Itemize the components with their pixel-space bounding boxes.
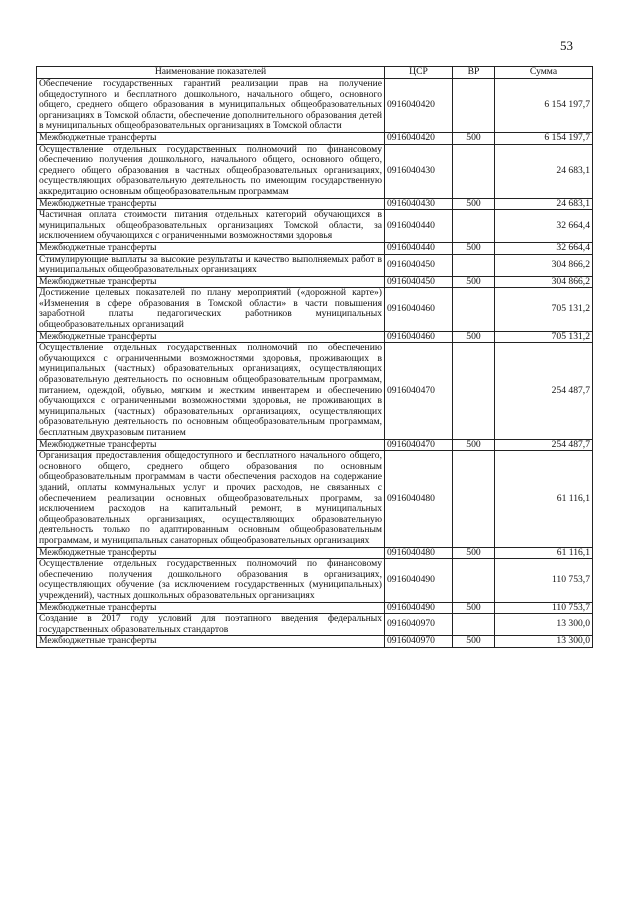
table-row [37, 198, 593, 210]
row-csr-cell: 0916040440 [385, 242, 453, 254]
row-sum-cell: 254 487,7 [495, 343, 593, 439]
row-name-cell: Межбюджетные трансферты [37, 547, 385, 559]
row-vr-cell [453, 144, 495, 198]
row-name-cell: Обеспечение государственных гарантий реализации прав на получение общедоступного и бесплатного дошкольного, начального общего, основного общего, среднего общего образования в муниципальных общеобразовательных организациях в Томской области, обеспечение дополнительного образования детей в муниципальных общеобразовательных организациях в Томской области [37, 79, 385, 133]
row-vr-cell: 500 [453, 331, 495, 343]
row-sum-cell: 24 683,1 [495, 144, 593, 198]
row-vr-cell [453, 288, 495, 331]
table-row [37, 602, 593, 614]
row-vr-cell: 500 [453, 198, 495, 210]
row-name-cell: Межбюджетные трансферты [37, 331, 385, 343]
row-vr-cell: 500 [453, 547, 495, 559]
row-sum-cell: 6 154 197,7 [495, 132, 593, 144]
page-number: 53 [560, 38, 573, 53]
row-name-cell: Межбюджетные трансферты [37, 132, 385, 144]
row-name-cell: Межбюджетные трансферты [37, 198, 385, 210]
row-csr-cell: 0916040490 [385, 602, 453, 614]
row-vr-cell: 500 [453, 602, 495, 614]
row-sum-cell: 61 116,1 [495, 451, 593, 547]
row-sum-cell: 110 753,7 [495, 559, 593, 602]
row-sum-cell: 13 300,0 [495, 614, 593, 636]
row-csr-cell: 0916040460 [385, 288, 453, 331]
row-sum-cell: 24 683,1 [495, 198, 593, 210]
row-csr-cell: 0916040420 [385, 79, 453, 133]
row-sum-cell: 6 154 197,7 [495, 79, 593, 133]
row-name-cell: Частичная оплата стоимости питания отдельных категорий обучающихся в муниципальных общеобразовательных организациях Томской области, за исключением обучающихся с ограниченными возможностями здоровья [37, 210, 385, 243]
row-csr-cell: 0916040480 [385, 451, 453, 547]
row-csr-cell: 0916040430 [385, 144, 453, 198]
row-sum-cell: 304 866,2 [495, 276, 593, 288]
row-csr-cell: 0916040470 [385, 439, 453, 451]
row-vr-cell: 500 [453, 132, 495, 144]
table-row [37, 343, 593, 439]
row-sum-cell: 254 487,7 [495, 439, 593, 451]
row-name-cell: Осуществление отдельных государственных полномочий по финансовому обеспечению получения дошкольного, начального общего, основного общего, среднего общего образования в частных общеобразовательных организациях, осуществляющих образовательную деятельность по имеющим государственную аккредитацию основным общеобразовательным программам [37, 144, 385, 198]
budget-table [36, 66, 593, 648]
row-sum-cell: 13 300,0 [495, 636, 593, 648]
table-row [37, 242, 593, 254]
row-name-cell: Достижение целевых показателей по плану мероприятий («дорожной карте») «Изменения в сфере образования в Томской области» в части повышения заработной платы педагогических работников муниципальных общеобразовательных организаций [37, 288, 385, 331]
table-row [37, 547, 593, 559]
table-row [37, 210, 593, 243]
row-vr-cell: 500 [453, 439, 495, 451]
row-name-cell: Стимулирующие выплаты за высокие результаты и качество выполняемых работ в муниципальных общеобразовательных организациях [37, 254, 385, 276]
row-sum-cell: 705 131,2 [495, 331, 593, 343]
row-sum-cell: 32 664,4 [495, 242, 593, 254]
table-header-row [37, 67, 593, 79]
row-name-cell: Осуществление отдельных государственных полномочий по обеспечению обучающихся с ограниченными возможностями здоровья, проживающих в муниципальных (частных) образовательных организациях, осуществляющих образовательную деятельность по основным общеобразовательным программам, питанием, одеждой, обувью, мягким и жестким инвентарем и обеспечению обучающихся с ограниченными возможностями здоровья, не проживающих в муниципальных (частных) образовательных организациях, осуществляющих образовательную деятельность по основным общеобразовательным программам, бесплатным двухразовым питанием [37, 343, 385, 439]
row-sum-cell: 705 131,2 [495, 288, 593, 331]
header-csr: ЦСР [385, 67, 453, 79]
row-csr-cell: 0916040480 [385, 547, 453, 559]
header-sum: Сумма [495, 67, 593, 79]
table-row [37, 254, 593, 276]
table-row [37, 144, 593, 198]
row-vr-cell [453, 343, 495, 439]
row-name-cell: Осуществление отдельных государственных полномочий по финансовому обеспечению получения дошкольного образования в организациях, осуществляющих обучение (за исключением государственных (муниципальных) учреждений), частных дошкольных образовательных организациях [37, 559, 385, 602]
row-name-cell: Межбюджетные трансферты [37, 602, 385, 614]
row-vr-cell: 500 [453, 636, 495, 648]
table-row [37, 439, 593, 451]
table-row [37, 331, 593, 343]
row-sum-cell: 32 664,4 [495, 210, 593, 243]
row-csr-cell: 0916040450 [385, 276, 453, 288]
table-row [37, 79, 593, 133]
table-row [37, 132, 593, 144]
row-name-cell: Создание в 2017 году условий для поэтапного введения федеральных государственных образовательных стандартов [37, 614, 385, 636]
row-vr-cell: 500 [453, 276, 495, 288]
table-row [37, 559, 593, 602]
row-name-cell: Межбюджетные трансферты [37, 439, 385, 451]
row-vr-cell [453, 451, 495, 547]
row-csr-cell: 0916040460 [385, 331, 453, 343]
row-csr-cell: 0916040440 [385, 210, 453, 243]
table-row [37, 451, 593, 547]
row-csr-cell: 0916040420 [385, 132, 453, 144]
row-vr-cell [453, 559, 495, 602]
row-vr-cell [453, 614, 495, 636]
row-csr-cell: 0916040970 [385, 636, 453, 648]
row-csr-cell: 0916040430 [385, 198, 453, 210]
row-name-cell: Межбюджетные трансферты [37, 276, 385, 288]
table-row [37, 276, 593, 288]
row-name-cell: Межбюджетные трансферты [37, 636, 385, 648]
row-sum-cell: 110 753,7 [495, 602, 593, 614]
row-sum-cell: 61 116,1 [495, 547, 593, 559]
row-name-cell: Организация предоставления общедоступного и бесплатного начального общего, основного общего, среднего общего образования по основным общеобразовательным программам в части обеспечения расходов на содержание зданий, оплаты коммунальных услуг и прочих расходов, не связанных с обеспечением реализации основных общеобразовательных программ, за исключением расходов на капитальный ремонт, в муниципальных общеобразовательных организациях, осуществляющих образовательную деятельность только по адаптированным основным общеобразовательным программам, и муниципальных санаторных общеобразовательных организациях [37, 451, 385, 547]
row-csr-cell: 0916040490 [385, 559, 453, 602]
table-row [37, 288, 593, 331]
header-vr: ВР [453, 67, 495, 79]
row-vr-cell: 500 [453, 242, 495, 254]
row-csr-cell: 0916040450 [385, 254, 453, 276]
row-csr-cell: 0916040470 [385, 343, 453, 439]
row-vr-cell [453, 254, 495, 276]
table-row [37, 636, 593, 648]
row-vr-cell [453, 210, 495, 243]
row-sum-cell: 304 866,2 [495, 254, 593, 276]
table-row [37, 614, 593, 636]
row-vr-cell [453, 79, 495, 133]
header-name: Наименование показателей [37, 67, 385, 79]
row-csr-cell: 0916040970 [385, 614, 453, 636]
row-name-cell: Межбюджетные трансферты [37, 242, 385, 254]
